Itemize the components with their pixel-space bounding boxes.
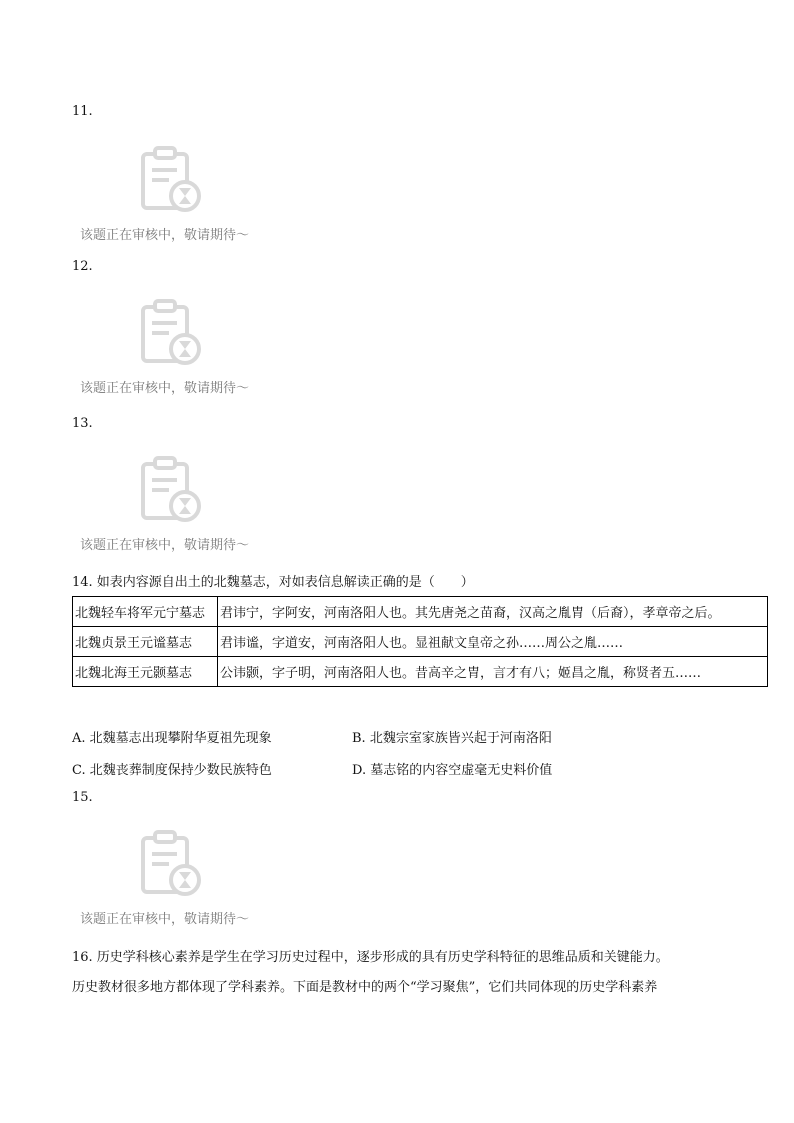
- pending-block-13: [80, 456, 340, 556]
- clipboard-hourglass-icon: [135, 456, 205, 526]
- pending-review-text: 该题正在审核中，敬请期待～: [80, 912, 250, 927]
- pending-block-11: [80, 146, 340, 246]
- pending-review-text: 该题正在审核中，敬请期待～: [80, 381, 250, 396]
- table-cell: 公讳颢，字子明，河南洛阳人也。昔高辛之胄，言才有八；姬昌之胤，称贤者五……: [218, 657, 768, 687]
- table-cell: 君讳宁，字阿安，河南洛阳人也。其先唐尧之苗裔，汉高之胤胄（后裔），孝章帝之后。: [218, 597, 768, 627]
- clipboard-hourglass-icon: [135, 830, 205, 900]
- option-a[interactable]: A. 北魏墓志出现攀附华夏祖先现象: [72, 731, 272, 746]
- clipboard-hourglass-icon: [135, 146, 205, 216]
- table-cell: 北魏贞景王元谧墓志: [73, 627, 218, 657]
- table-cell: 北魏北海王元颢墓志: [73, 657, 218, 687]
- option-b[interactable]: B. 北魏宗室家族皆兴起于河南洛阳: [352, 731, 552, 746]
- table-row: [73, 627, 768, 657]
- question-number-13: 13.: [72, 416, 93, 431]
- pending-review-text: 该题正在审核中，敬请期待～: [80, 228, 250, 243]
- question-number-12: 12.: [72, 259, 93, 274]
- option-d[interactable]: D. 墓志铭的内容空虚毫无史料价值: [352, 763, 553, 778]
- question-16-line-2: 历史教材很多地方都体现了学科素养。下面是教材中的两个“学习聚焦”，它们共同体现的历史学科素养: [72, 980, 658, 995]
- pending-block-15: [80, 830, 340, 930]
- question-14-stem: 14. 如表内容源自出土的北魏墓志，对如表信息解读正确的是（ ）: [72, 575, 474, 590]
- pending-block-12: [80, 299, 340, 399]
- table-cell: 北魏轻车将军元宁墓志: [73, 597, 218, 627]
- table-cell: 君讳谧，字道安，河南洛阳人也。显祖献文皇帝之孙……周公之胤……: [218, 627, 768, 657]
- question-number-11: 11.: [72, 104, 93, 119]
- table-row: [73, 597, 768, 627]
- option-c[interactable]: C. 北魏丧葬制度保持少数民族特色: [72, 763, 272, 778]
- question-number-15: 15.: [72, 790, 93, 805]
- tomb-inscription-table: [72, 596, 768, 687]
- table-row: [73, 657, 768, 687]
- pending-review-text: 该题正在审核中，敬请期待～: [80, 538, 250, 553]
- clipboard-hourglass-icon: [135, 299, 205, 369]
- question-16-line-1: 16. 历史学科核心素养是学生在学习历史过程中，逐步形成的具有历史学科特征的思维品质和关键能力。: [72, 950, 669, 965]
